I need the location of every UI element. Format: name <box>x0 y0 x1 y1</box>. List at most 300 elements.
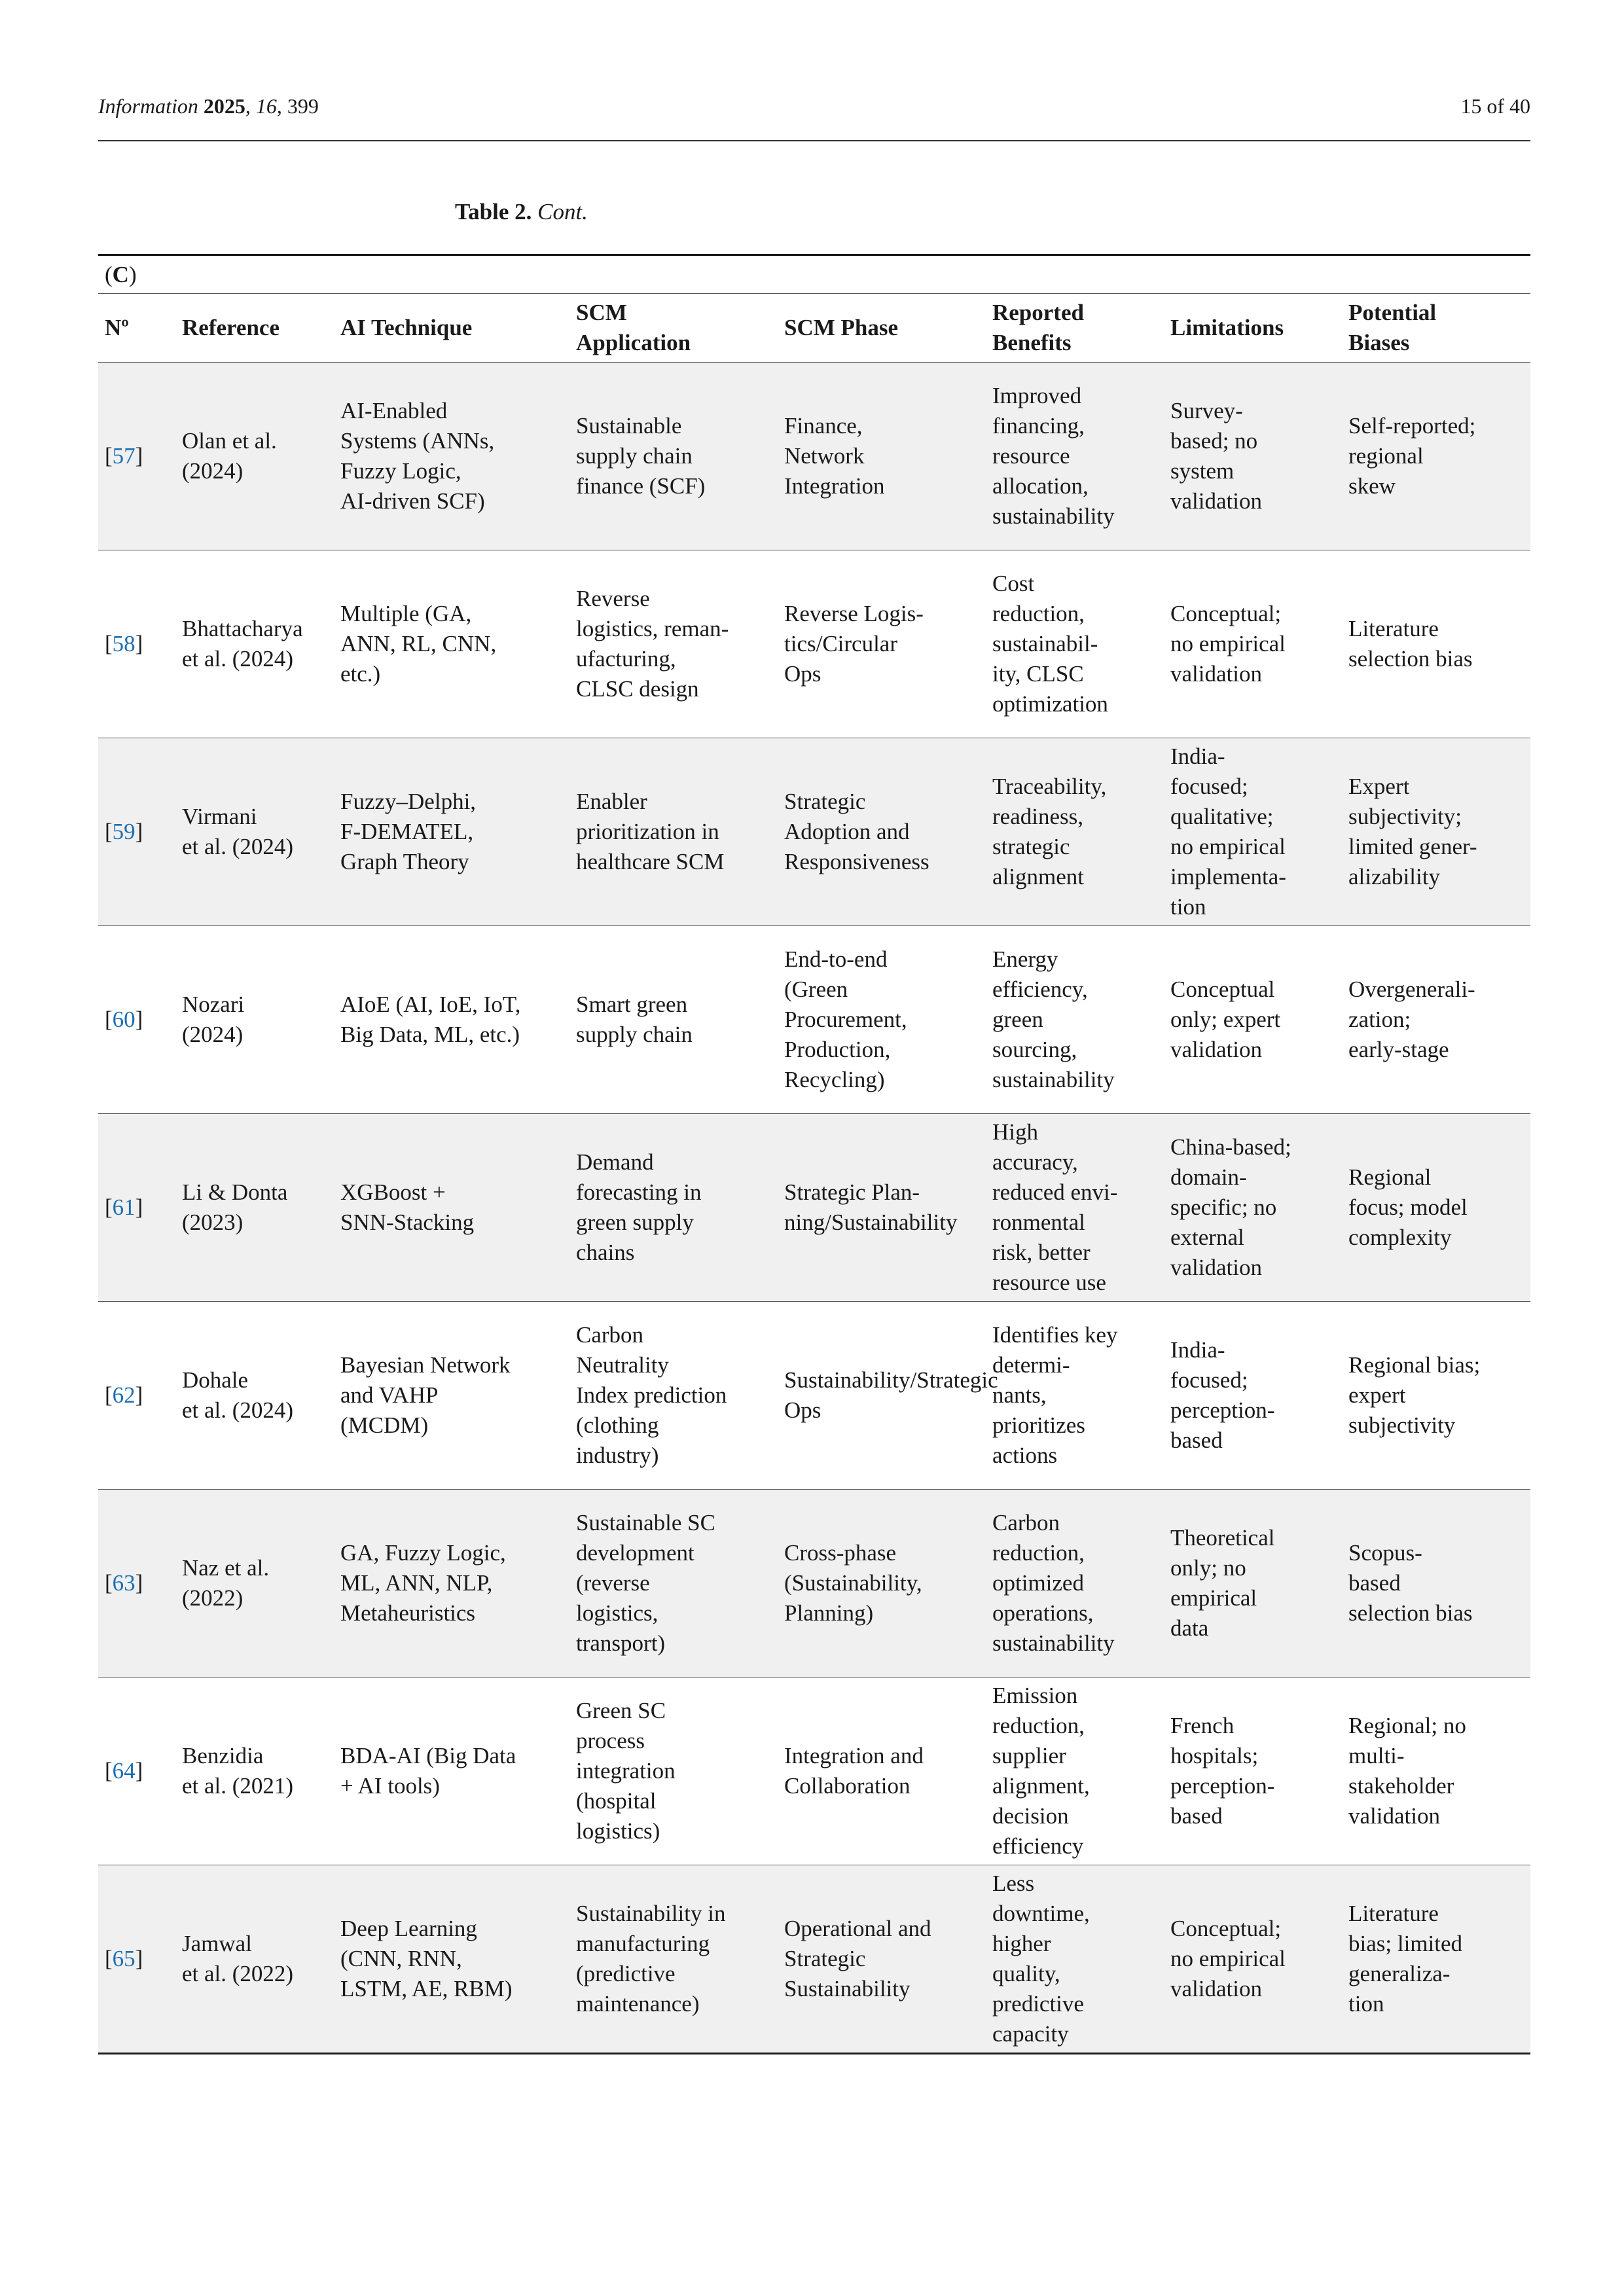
page-number: 15 of 40 <box>1460 94 1530 118</box>
cell-line: no empirical <box>1170 631 1286 656</box>
cell-line: supply chain <box>576 1022 693 1047</box>
cell-line: ANN, RL, CNN, <box>340 631 497 656</box>
cell-line: Smart green <box>576 992 688 1017</box>
cell-line: Collaboration <box>784 1773 911 1799</box>
cell-line: (Green <box>784 977 848 1002</box>
cell-line: determi- <box>992 1352 1070 1378</box>
cell-line: domain- <box>1170 1164 1247 1190</box>
limitations-cell <box>1164 1490 1342 1677</box>
cell-line: ronmental <box>992 1210 1085 1235</box>
cell-line: Literature <box>1348 1901 1439 1926</box>
cell-line: BDA-AI (Big Data <box>340 1743 516 1768</box>
cell-line: Improved <box>992 383 1082 408</box>
col-ai-technique-header <box>334 294 569 363</box>
cell-line: Responsiveness <box>784 849 929 874</box>
col-reported-benefits-header <box>986 294 1164 363</box>
cell-line: Fuzzy–Delphi, <box>340 789 477 814</box>
cell-line: Virmani <box>182 804 257 829</box>
cell-line: Deep Learning <box>340 1916 477 1941</box>
cell-line: and VAHP <box>340 1382 439 1408</box>
reference-cell <box>175 926 334 1114</box>
citation-link[interactable]: 62 <box>112 1382 135 1408</box>
scm-phase-cell <box>778 738 986 926</box>
scm-application-cell <box>569 1865 778 2054</box>
cell-line: nants, <box>992 1382 1047 1408</box>
limitations-cell <box>1164 738 1342 926</box>
table-caption <box>455 198 588 226</box>
cell-line: Cross-phase <box>784 1540 897 1566</box>
cell-line: validation <box>1170 1037 1262 1062</box>
cell-line: Carbon <box>576 1322 644 1348</box>
cell-line: green supply <box>576 1210 694 1235</box>
reported-benefits-cell <box>986 1865 1164 2054</box>
cell-line: Energy <box>992 946 1058 972</box>
cell-line: Literature <box>1348 616 1439 641</box>
cell-line: Ops <box>784 661 821 687</box>
cell-line: sustainability <box>992 503 1115 529</box>
ai-technique-cell <box>334 1677 569 1865</box>
cell-line: sustainability <box>992 1630 1115 1656</box>
cell-line: accuracy, <box>992 1149 1078 1175</box>
cell-line: ning/Sustainability <box>784 1210 958 1235</box>
cell-line: (MCDM) <box>340 1412 429 1438</box>
cell-line: Cost <box>992 571 1035 596</box>
reference-cell <box>175 1865 334 2054</box>
cell-line: implementa- <box>1170 864 1286 889</box>
reported-benefits-cell <box>986 926 1164 1114</box>
number-cell: [58] <box>98 550 175 738</box>
cell-line: optimized <box>992 1570 1084 1596</box>
cell-line: Metaheuristics <box>340 1600 476 1626</box>
cell-line: Bhattacharya <box>182 616 303 641</box>
potential-biases-cell <box>1342 1865 1530 2054</box>
header-line: Limitations <box>1170 315 1284 340</box>
number-cell: [62] <box>98 1302 175 1490</box>
cell-line: (CNN, RNN, <box>340 1946 462 1971</box>
cell-line: skew <box>1348 473 1396 499</box>
potential-biases-cell <box>1342 550 1530 738</box>
reported-benefits-cell <box>986 738 1164 926</box>
cell-line: sustainability <box>992 1067 1115 1092</box>
cell-line: manufacturing <box>576 1931 710 1956</box>
potential-biases-cell <box>1342 1490 1530 1677</box>
cell-line: Big Data, ML, etc.) <box>340 1022 520 1047</box>
ai-technique-cell <box>334 926 569 1114</box>
scm-application-cell <box>569 1677 778 1865</box>
table-caption-cont: Cont. <box>537 199 588 224</box>
cell-line: Strategic <box>784 789 866 814</box>
citation-link[interactable]: 60 <box>112 1007 135 1032</box>
reference-cell <box>175 738 334 926</box>
cell-line: LSTM, AE, RBM) <box>340 1976 513 2001</box>
potential-biases-cell <box>1342 363 1530 550</box>
scm-application-cell <box>569 1302 778 1490</box>
ai-technique-cell <box>334 363 569 550</box>
scm-phase-cell <box>778 1114 986 1302</box>
cell-line: empirical <box>1170 1585 1257 1611</box>
reference-cell <box>175 1302 334 1490</box>
scm-application-cell <box>569 363 778 550</box>
cell-line: system <box>1170 458 1235 484</box>
cell-line: optimization <box>992 691 1108 717</box>
cell-line: reduction, <box>992 1713 1085 1738</box>
cell-line: prioritization in <box>576 819 719 844</box>
citation-link[interactable]: 61 <box>112 1194 135 1220</box>
number-cell: [60] <box>98 926 175 1114</box>
cell-line: higher <box>992 1931 1051 1956</box>
ai-technique-cell <box>334 550 569 738</box>
cell-line: AI-driven SCF) <box>340 488 485 514</box>
cell-line: Planning) <box>784 1600 874 1626</box>
scm-phase-cell <box>778 550 986 738</box>
cell-line: validation <box>1170 1976 1262 2001</box>
cell-line: Neutrality <box>576 1352 669 1378</box>
number-cell: [65] <box>98 1865 175 2054</box>
cell-line: strategic <box>992 834 1070 859</box>
cell-line: Recycling) <box>784 1067 885 1092</box>
table-row <box>98 550 1530 738</box>
number-cell: [63] <box>98 1490 175 1677</box>
cell-line: industry) <box>576 1443 659 1468</box>
cell-line: Overgenerali- <box>1348 977 1475 1002</box>
header-line: Nº <box>105 315 129 340</box>
cell-line: Demand <box>576 1149 654 1175</box>
cell-line: High <box>992 1119 1038 1145</box>
cell-line: reduced envi- <box>992 1179 1118 1205</box>
article-number: 399 <box>287 94 319 118</box>
cell-line: no empirical <box>1170 834 1286 859</box>
cell-line: Sustainability in <box>576 1901 726 1926</box>
cell-line: validation <box>1170 1255 1262 1280</box>
cell-line: zation; <box>1348 1007 1411 1032</box>
cell-line: readiness, <box>992 804 1083 829</box>
limitations-cell <box>1164 1865 1342 2054</box>
journal-name: Information <box>98 94 198 118</box>
cell-line: actions <box>992 1443 1058 1468</box>
cell-line: Regional <box>1348 1164 1432 1190</box>
cell-line: hospitals; <box>1170 1743 1259 1768</box>
cell-line: sustainabil- <box>992 631 1098 656</box>
cell-line: Survey- <box>1170 398 1243 423</box>
col-limitations-header <box>1164 294 1342 363</box>
cell-line: Regional; no <box>1348 1713 1466 1738</box>
cell-line: regional <box>1348 443 1424 469</box>
cell-line: quality, <box>992 1961 1060 1986</box>
potential-biases-cell <box>1342 738 1530 926</box>
cell-line: based <box>1170 1427 1223 1453</box>
cell-line: supplier <box>992 1743 1066 1768</box>
cell-line: logistics, reman- <box>576 616 729 641</box>
cell-line: Enabler <box>576 789 647 814</box>
cell-line: (Sustainability, <box>784 1570 922 1596</box>
cell-line: qualitative; <box>1170 804 1274 829</box>
number-cell: [57] <box>98 363 175 550</box>
cell-line: tion <box>1348 1991 1384 2017</box>
cell-line: efficiency <box>992 1833 1084 1859</box>
cell-line: GA, Fuzzy Logic, <box>340 1540 506 1566</box>
cell-line: ML, ANN, NLP, <box>340 1570 493 1596</box>
cell-line: Carbon <box>992 1510 1060 1535</box>
cell-line: validation <box>1170 661 1262 687</box>
cell-line: focused; <box>1170 1367 1248 1393</box>
scm-application-cell <box>569 1490 778 1677</box>
cell-line: logistics) <box>576 1818 660 1844</box>
col-potential-biases-header <box>1342 294 1530 363</box>
cell-line: Procurement, <box>784 1007 907 1032</box>
cell-line: XGBoost + <box>340 1179 446 1205</box>
col-number-header <box>98 294 175 363</box>
cell-line: based; no <box>1170 428 1258 454</box>
cell-line: Less <box>992 1871 1035 1896</box>
cell-line: (2023) <box>182 1210 244 1235</box>
header-line: Potential <box>1348 300 1437 325</box>
ai-technique-cell <box>334 738 569 926</box>
potential-biases-cell <box>1342 1302 1530 1490</box>
cell-line: integration <box>576 1758 676 1784</box>
limitations-cell <box>1164 1677 1342 1865</box>
citation-link[interactable]: 65 <box>112 1946 135 1971</box>
limitations-cell <box>1164 1114 1342 1302</box>
cell-line: Strategic Plan- <box>784 1179 920 1205</box>
cell-line: Green SC <box>576 1698 666 1723</box>
cell-line: Sustainability/Strategic <box>784 1367 998 1393</box>
cell-line: (hospital <box>576 1788 657 1814</box>
cell-line: only; no <box>1170 1555 1246 1581</box>
table-row <box>98 1302 1530 1490</box>
number-cell: [61] <box>98 1114 175 1302</box>
table-row <box>98 738 1530 926</box>
cell-line: subjectivity; <box>1348 804 1462 829</box>
reference-cell <box>175 550 334 738</box>
cell-line: efficiency, <box>992 977 1088 1002</box>
cell-line: Reverse Logis- <box>784 601 924 626</box>
cell-line: forecasting in <box>576 1179 702 1205</box>
table-row <box>98 363 1530 550</box>
reference-cell <box>175 1114 334 1302</box>
cell-line: Network <box>784 443 865 469</box>
cell-line: based <box>1348 1570 1401 1596</box>
cell-line: SNN-Stacking <box>340 1210 475 1235</box>
reported-benefits-cell <box>986 1114 1164 1302</box>
reference-cell <box>175 363 334 550</box>
cell-line: Integration and <box>784 1743 924 1768</box>
potential-biases-cell <box>1342 1677 1530 1865</box>
cell-line: financing, <box>992 413 1085 439</box>
limitations-cell <box>1164 363 1342 550</box>
ai-technique-cell <box>334 1865 569 2054</box>
cell-line: selection bias <box>1348 646 1473 672</box>
cell-line: Dohale <box>182 1367 249 1393</box>
cell-line: (2024) <box>182 458 244 484</box>
cell-line: French <box>1170 1713 1235 1738</box>
journal-volume: 16 <box>255 94 277 118</box>
reported-benefits-cell <box>986 1490 1164 1677</box>
cell-line: etc.) <box>340 661 381 687</box>
cell-line: (clothing <box>576 1412 659 1438</box>
cell-line: et al. (2024) <box>182 646 294 672</box>
header-line: Biases <box>1348 330 1410 355</box>
cell-line: Conceptual; <box>1170 601 1282 626</box>
limitations-cell <box>1164 1302 1342 1490</box>
header-line: AI Technique <box>340 315 473 340</box>
cell-line: et al. (2024) <box>182 834 294 859</box>
cell-line: supply chain <box>576 443 693 469</box>
page-header <box>98 93 1530 141</box>
cell-line: Multiple (GA, <box>340 601 472 626</box>
cell-line: Ops <box>784 1397 821 1423</box>
cell-line: process <box>576 1728 645 1753</box>
citation-link[interactable]: 64 <box>112 1758 135 1784</box>
cell-line: no empirical <box>1170 1946 1286 1971</box>
cell-line: finance (SCF) <box>576 473 706 499</box>
cell-line: et al. (2024) <box>182 1397 294 1423</box>
potential-biases-cell <box>1342 1114 1530 1302</box>
table-row <box>98 1865 1530 2054</box>
cell-line: Olan et al. <box>182 428 277 454</box>
cell-line: Graph Theory <box>340 849 469 874</box>
limitations-cell <box>1164 550 1342 738</box>
cell-line: Theoretical <box>1170 1525 1275 1551</box>
table-part-row <box>98 255 1530 294</box>
cell-line: green <box>992 1007 1043 1032</box>
header-line: Application <box>576 330 691 355</box>
citation-link[interactable]: 58 <box>112 631 135 656</box>
cell-line: Finance, <box>784 413 863 439</box>
cell-line: only; expert <box>1170 1007 1281 1032</box>
cell-line: Scopus- <box>1348 1540 1422 1566</box>
cell-line: alignment <box>992 864 1084 889</box>
cell-line: et al. (2021) <box>182 1773 294 1799</box>
journal-year: 2025 <box>203 94 245 118</box>
table-header-row <box>98 294 1530 363</box>
table-row <box>98 926 1530 1114</box>
cell-line: Integration <box>784 473 885 499</box>
number-cell: [64] <box>98 1677 175 1865</box>
limitations-cell <box>1164 926 1342 1114</box>
cell-line: transport) <box>576 1630 666 1656</box>
scm-application-cell <box>569 1114 778 1302</box>
citation-link[interactable]: 63 <box>112 1570 135 1596</box>
cell-line: Sustainable SC <box>576 1510 715 1535</box>
cell-line: (predictive <box>576 1961 676 1986</box>
cell-line: Systems (ANNs, <box>340 428 495 454</box>
cell-line: external <box>1170 1225 1244 1250</box>
cell-line: capacity <box>992 2021 1069 2047</box>
cell-line: Adoption and <box>784 819 910 844</box>
cell-line: risk, better <box>992 1240 1091 1265</box>
cell-line: prioritizes <box>992 1412 1085 1438</box>
cell-line: Production, <box>784 1037 891 1062</box>
cell-line: resource <box>992 443 1070 469</box>
cell-line: operations, <box>992 1600 1094 1626</box>
cell-line: reduction, <box>992 601 1085 626</box>
scm-phase-cell <box>778 1302 998 1490</box>
cell-line: selection bias <box>1348 1600 1473 1626</box>
cell-line: Fuzzy Logic, <box>340 458 461 484</box>
cell-line: sourcing, <box>992 1037 1077 1062</box>
scm-phase-cell <box>778 1677 986 1865</box>
cell-line: logistics, <box>576 1600 659 1626</box>
cell-line: validation <box>1348 1803 1440 1829</box>
cell-line: specific; no <box>1170 1194 1277 1220</box>
journal-citation: Information 2025, 16, 399 <box>98 94 319 118</box>
cell-line: Strategic <box>784 1946 866 1971</box>
cell-line: India- <box>1170 744 1225 769</box>
cell-line: CLSC design <box>576 676 699 702</box>
cell-line: Sustainability <box>784 1976 911 2001</box>
cell-line: + AI tools) <box>340 1773 440 1799</box>
cell-line: perception- <box>1170 1397 1275 1423</box>
cell-line: et al. (2022) <box>182 1961 294 1986</box>
cell-line: chains <box>576 1240 635 1265</box>
cell-line: Regional bias; <box>1348 1352 1481 1378</box>
cell-line: Li & Donta <box>182 1179 288 1205</box>
header-line: Reference <box>182 315 280 340</box>
cell-line: Identifies key <box>992 1322 1118 1348</box>
cell-line: early-stage <box>1348 1037 1449 1062</box>
scm-application-cell <box>569 738 778 926</box>
cell-line: limited gener- <box>1348 834 1477 859</box>
cell-line: Index prediction <box>576 1382 727 1408</box>
cell-line: multi- <box>1348 1743 1405 1768</box>
cell-line: Operational and <box>784 1916 931 1941</box>
scm-application-cell <box>569 550 778 738</box>
cell-line: (reverse <box>576 1570 650 1596</box>
cell-line: generaliza- <box>1348 1961 1451 1986</box>
table-row <box>98 1490 1530 1677</box>
cell-line: Sustainable <box>576 413 682 439</box>
header-line: SCM <box>576 300 627 325</box>
cell-line: subjectivity <box>1348 1412 1456 1438</box>
header-line: SCM Phase <box>784 315 899 340</box>
reference-cell <box>175 1490 334 1677</box>
cell-line: AI-Enabled <box>340 398 448 423</box>
cell-line: Emission <box>992 1683 1078 1708</box>
cell-line: expert <box>1348 1382 1406 1408</box>
cell-line: decision <box>992 1803 1069 1829</box>
ai-technique-cell <box>334 1114 569 1302</box>
table-row <box>98 1114 1530 1302</box>
reported-benefits-cell <box>986 363 1164 550</box>
col-scm-phase-header <box>778 294 986 363</box>
scm-phase-cell <box>778 363 986 550</box>
scm-phase-cell <box>778 1865 986 2054</box>
cell-line: perception- <box>1170 1773 1275 1799</box>
cell-line: reduction, <box>992 1540 1085 1566</box>
cell-line: data <box>1170 1615 1209 1641</box>
header-line: Benefits <box>992 330 1072 355</box>
cell-line: bias; limited <box>1348 1931 1463 1956</box>
citation-link[interactable]: 57 <box>112 443 135 469</box>
cell-line: Conceptual; <box>1170 1916 1282 1941</box>
number-cell: [59] <box>98 738 175 926</box>
reference-cell <box>175 1677 334 1865</box>
cell-line: AIoE (AI, IoE, IoT, <box>340 992 521 1017</box>
cell-line: stakeholder <box>1348 1773 1454 1799</box>
scm-phase-cell <box>778 926 986 1114</box>
cell-line: Traceability, <box>992 774 1107 799</box>
cell-line: F-DEMATEL, <box>340 819 474 844</box>
cell-line: allocation, <box>992 473 1089 499</box>
scm-phase-cell <box>778 1490 986 1677</box>
cell-line: based <box>1170 1803 1223 1829</box>
table-caption-label: Table 2. <box>455 199 532 224</box>
cell-line: India- <box>1170 1337 1225 1363</box>
citation-link[interactable]: 59 <box>112 819 135 844</box>
cell-line: Reverse <box>576 586 650 611</box>
ai-technique-cell <box>334 1302 569 1490</box>
reported-benefits-cell <box>986 1302 1164 1490</box>
